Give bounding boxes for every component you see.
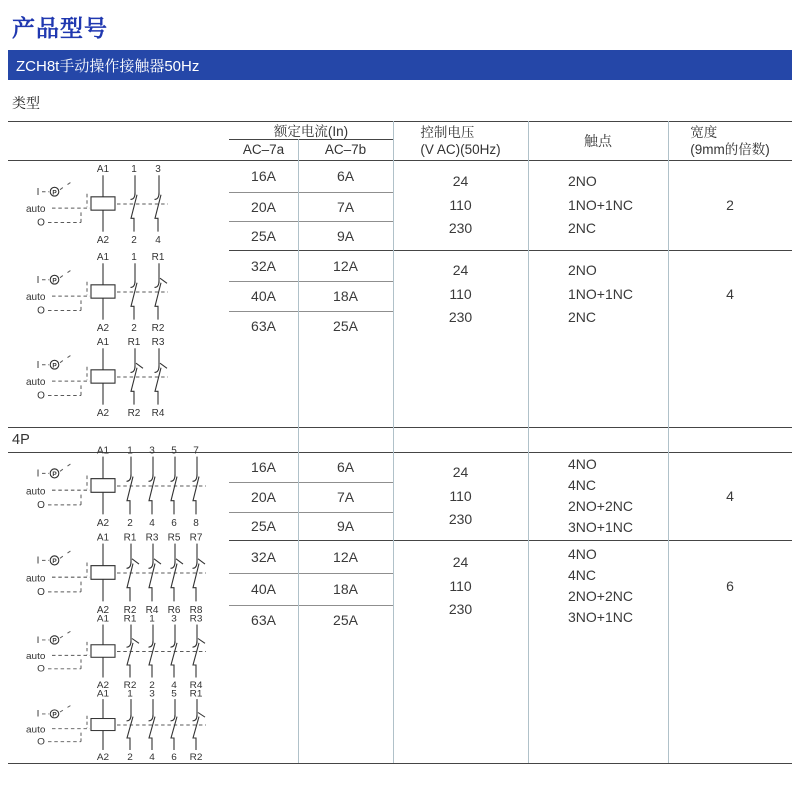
circuit-diagram-4p-3no1nc	[25, 688, 225, 762]
schematic-svg	[25, 163, 225, 245]
svg-text:A2: A2	[96, 680, 110, 690]
voltage-option: 110	[449, 487, 472, 504]
type-section-label: 类型	[12, 95, 40, 111]
circuit-diagram-4p-4no	[25, 444, 225, 528]
circuit-diagram-2p-2no	[25, 163, 225, 245]
svg-text:R7: R7	[189, 532, 203, 544]
circuit-diagram-2p-2nc	[25, 336, 225, 418]
ac7b-cell: 7A	[336, 198, 355, 215]
ac7b-cell: 6A	[336, 168, 355, 184]
svg-text:R4: R4	[145, 604, 159, 615]
voltage-option: 24	[452, 464, 469, 481]
voltage-cell	[393, 160, 528, 250]
svg-text:O: O	[37, 663, 45, 675]
svg-text:4: 4	[149, 517, 155, 528]
svg-text:3: 3	[155, 164, 161, 176]
ac7a-cell: 40A	[251, 288, 276, 304]
svg-text:2: 2	[127, 752, 133, 762]
svg-text:R1: R1	[151, 252, 165, 264]
header-control-voltage	[393, 121, 528, 160]
svg-text:3: 3	[149, 445, 155, 457]
ac7b-cell: 18A	[333, 288, 358, 304]
svg-text:O: O	[37, 217, 45, 229]
svg-text:2: 2	[127, 517, 133, 528]
svg-text:O: O	[37, 499, 45, 512]
svg-text:A1: A1	[96, 613, 110, 625]
svg-text:4: 4	[149, 752, 155, 762]
page-title: 产品型号	[12, 15, 108, 41]
voltage-cell	[393, 452, 528, 540]
svg-text:1: 1	[131, 252, 137, 264]
ac7a-cell: 32A	[251, 257, 276, 274]
ac7b-cell: 9A	[336, 227, 355, 244]
svg-text:A2: A2	[96, 322, 110, 333]
svg-text:A2: A2	[96, 234, 110, 245]
svg-text:A2: A2	[96, 752, 110, 762]
svg-text:R4: R4	[151, 407, 165, 418]
voltage-option: 24	[452, 173, 469, 190]
svg-text:5: 5	[171, 445, 177, 457]
svg-text:3: 3	[149, 688, 155, 700]
contacts-cell	[528, 250, 668, 338]
ac7a-cell: 63A	[251, 612, 276, 628]
svg-text:I: I	[36, 274, 40, 286]
ac7b-cell: 7A	[336, 489, 355, 505]
header-control-voltage-line1: 控制电压	[420, 124, 475, 140]
voltage-option: 110	[449, 285, 472, 302]
schematic-svg	[25, 613, 225, 690]
svg-text:I: I	[36, 186, 40, 198]
ac7b-cell: 12A	[333, 257, 358, 274]
width-cell: 6	[726, 578, 734, 594]
svg-text:1: 1	[127, 688, 133, 700]
svg-text:auto: auto	[26, 377, 46, 389]
circuit-diagram-2p-1no1nc	[25, 251, 225, 333]
svg-text:A1: A1	[96, 337, 110, 349]
svg-text:R3: R3	[189, 613, 203, 625]
ac7b-cell: 12A	[333, 548, 358, 565]
svg-text:A1: A1	[96, 532, 110, 544]
ac7a-cell: 20A	[251, 198, 276, 215]
header-control-voltage-line2: (V AC)(50Hz)	[420, 141, 501, 157]
ac7a-cell: 25A	[251, 518, 276, 534]
voltage-cell	[393, 540, 528, 632]
svg-text:I: I	[36, 555, 40, 567]
voltage-option: 230	[448, 308, 473, 325]
ac7b-cell: 25A	[333, 318, 358, 334]
contact-config: 3NO+1NC	[568, 609, 633, 625]
svg-text:6: 6	[171, 517, 177, 528]
svg-text:A2: A2	[96, 604, 110, 615]
width-cell: 4	[726, 286, 734, 302]
contact-config: 2NO	[568, 173, 597, 190]
contact-config: 2NO+2NC	[568, 498, 633, 514]
contact-config: 1NO+1NC	[568, 196, 633, 213]
header-width	[668, 121, 792, 160]
section-4p-label: 4P	[12, 431, 30, 448]
schematic-svg	[25, 531, 225, 615]
ac7b-cell: 25A	[333, 612, 358, 628]
svg-text:auto: auto	[26, 651, 46, 663]
header-ac7b: AC–7b	[324, 142, 367, 157]
circuit-diagram-4p-4nc	[25, 531, 225, 615]
header-width-line2: (9mm的倍数)	[690, 141, 770, 157]
svg-text:1: 1	[127, 445, 133, 457]
product-banner	[8, 50, 792, 80]
svg-text:4: 4	[171, 680, 177, 690]
schematic-svg	[25, 688, 225, 762]
svg-text:O: O	[37, 586, 45, 599]
ac7a-cell: 32A	[251, 548, 276, 565]
contacts-cell	[528, 540, 668, 632]
svg-text:R1: R1	[123, 532, 137, 544]
svg-text:R5: R5	[167, 532, 181, 544]
ac7b-cell: 9A	[336, 518, 355, 534]
schematic-svg	[25, 336, 225, 418]
contacts-cell	[528, 160, 668, 250]
contact-config: 2NO+2NC	[568, 588, 633, 604]
svg-text:auto: auto	[26, 292, 46, 304]
contact-config: 3NO+1NC	[568, 519, 633, 535]
ac7b-cell: 6A	[336, 459, 355, 475]
contact-config: 2NC	[568, 308, 597, 325]
ac7a-cell: 20A	[251, 489, 276, 505]
contact-config: 1NO+1NC	[568, 285, 633, 302]
ac7a-cell: 16A	[251, 459, 276, 475]
svg-text:P: P	[52, 189, 57, 197]
svg-text:R2: R2	[123, 680, 137, 690]
contact-config: 4NO	[568, 546, 597, 562]
svg-text:P: P	[52, 277, 57, 285]
svg-text:2: 2	[131, 322, 137, 333]
svg-text:P: P	[52, 711, 57, 719]
voltage-option: 110	[449, 196, 472, 213]
svg-text:O: O	[37, 736, 45, 748]
schematic-svg	[25, 251, 225, 333]
svg-text:auto: auto	[26, 724, 46, 736]
circuit-diagram-4p-2no2nc	[25, 613, 225, 690]
svg-text:O: O	[37, 390, 45, 402]
svg-text:2: 2	[131, 234, 137, 245]
svg-text:I: I	[36, 708, 40, 720]
svg-text:5: 5	[171, 688, 177, 700]
svg-text:A2: A2	[96, 517, 110, 528]
ac7a-cell: 63A	[251, 318, 276, 334]
header-contacts: 触点	[584, 132, 612, 149]
width-cell: 2	[726, 197, 734, 213]
contact-config: 4NO	[568, 456, 597, 472]
svg-text:R3: R3	[145, 532, 159, 544]
svg-text:R4: R4	[189, 680, 203, 690]
contact-config: 2NO	[568, 262, 597, 279]
svg-text:I: I	[36, 359, 40, 371]
svg-text:A1: A1	[96, 252, 110, 264]
svg-text:P: P	[52, 362, 57, 370]
voltage-option: 230	[448, 510, 473, 527]
svg-text:8: 8	[193, 517, 199, 528]
svg-text:2: 2	[149, 680, 155, 690]
svg-text:R3: R3	[151, 337, 165, 349]
voltage-option: 230	[448, 219, 473, 236]
svg-text:4: 4	[155, 234, 161, 245]
contact-config: 4NC	[568, 477, 597, 493]
voltage-option: 24	[452, 262, 469, 279]
header-width-line1: 宽度	[690, 124, 718, 140]
svg-text:R1: R1	[123, 613, 137, 625]
svg-text:auto: auto	[26, 486, 46, 498]
svg-text:R2: R2	[189, 752, 203, 762]
svg-text:P: P	[52, 471, 57, 479]
voltage-option: 110	[449, 577, 472, 594]
svg-text:O: O	[37, 305, 45, 317]
grid-line-h	[8, 763, 792, 764]
svg-text:A1: A1	[96, 164, 110, 176]
svg-text:A1: A1	[96, 445, 110, 457]
svg-text:3: 3	[171, 613, 177, 625]
ac7a-cell: 25A	[251, 227, 276, 244]
svg-text:P: P	[52, 558, 57, 566]
svg-text:P: P	[52, 637, 57, 645]
svg-text:R2: R2	[151, 322, 165, 333]
svg-text:A2: A2	[96, 407, 110, 418]
svg-text:1: 1	[131, 164, 137, 176]
svg-text:auto: auto	[26, 573, 46, 585]
voltage-option: 230	[448, 600, 473, 617]
svg-text:auto: auto	[26, 204, 46, 216]
svg-text:R6: R6	[167, 604, 181, 615]
svg-text:I: I	[36, 634, 40, 646]
header-rated-current: 额定电流(In)	[273, 124, 349, 139]
width-cell: 4	[726, 488, 734, 504]
svg-text:R2: R2	[127, 407, 141, 418]
contact-config: 2NC	[568, 219, 597, 236]
banner-text: ZCH8t手动操作接触器50Hz	[16, 57, 200, 75]
svg-text:6: 6	[171, 752, 177, 762]
svg-text:R8: R8	[189, 604, 203, 615]
ac7a-cell: 16A	[251, 168, 276, 184]
svg-text:R2: R2	[123, 604, 137, 615]
svg-text:I: I	[36, 468, 40, 480]
contact-config: 4NC	[568, 567, 597, 583]
ac7b-cell: 18A	[333, 581, 358, 597]
schematic-svg	[25, 444, 225, 528]
header-ac7a: AC–7a	[242, 142, 285, 157]
voltage-option: 24	[452, 554, 469, 571]
ac7a-cell: 40A	[251, 581, 276, 597]
svg-text:A1: A1	[96, 688, 110, 700]
svg-text:R1: R1	[189, 688, 203, 700]
svg-text:1: 1	[149, 613, 155, 625]
voltage-cell	[393, 250, 528, 338]
svg-text:R1: R1	[127, 337, 141, 349]
svg-text:7: 7	[193, 445, 199, 457]
contacts-cell	[528, 452, 668, 540]
